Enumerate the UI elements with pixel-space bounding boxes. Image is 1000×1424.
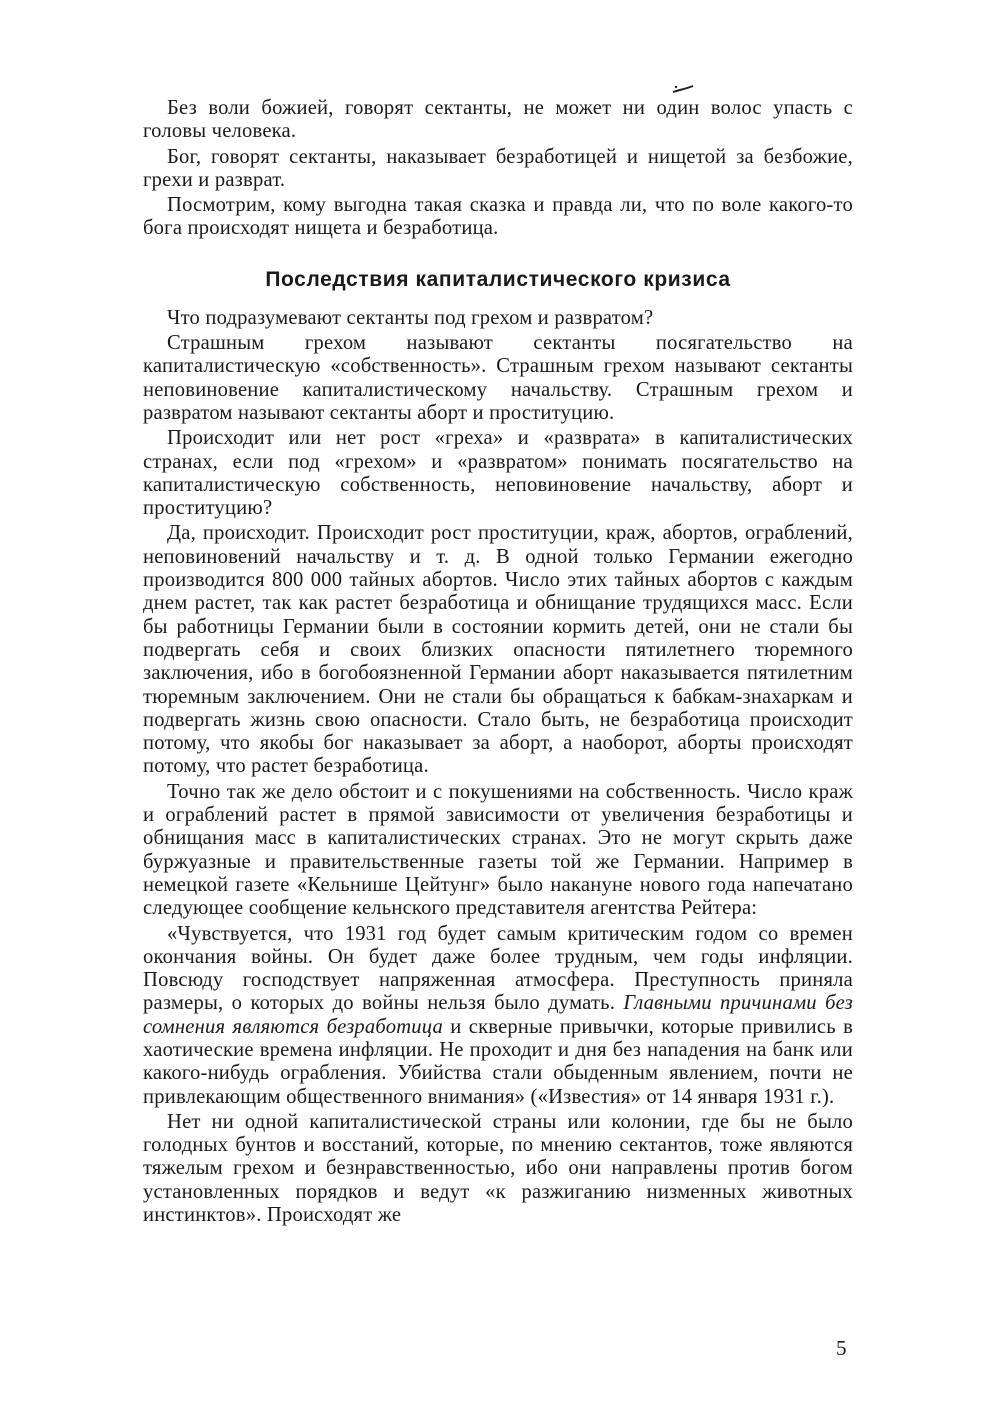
body-paragraph-2: Страшным грехом называют сектанты посягательство на капиталистическую «собственность». Страшным грехом называют сектанты неповиновение капиталистическому начальству. Страшным грехом и развратом называют сектанты аборт и проституцию. [143,332,853,424]
quote-text-start: «Чувствуется, что 1931 год будет самым критическим годом со времен окончания войны. Он будет даже более трудным, чем годы инфляции. Повсюду господствует напряженная атмосфера. Преступность приняла размеры, о которых до войны нельзя было думать. [143,922,853,1015]
quote-paragraph [143,923,853,1109]
body-paragraph-5: Точно так же дело обстоит и с покушениями на собственность. Число краж и ограблений растет в прямой зависимости от увеличения безработицы и обнищания масс в капиталистических странах. Это не могут скрыть даже буржуазные и правительственные газеты той же Германии. Например в немецкой газете «Кельнише Цейтунг» было накануне нового года напечатано следующее сообщение кельнского представителя агентства Рейтера: [143,780,853,920]
body-paragraph-1: Что подразумевают сектанты под грехом и развратом? [167,306,654,329]
body-paragraph-7: Нет ни одной капиталистической страны или колонии, где бы не было голодных бунтов и восстаний, которые, по мнению сектантов, тоже являются тяжелым грехом и безнравственностью, ибо они направлены против богом установленных порядков и ведут «к разжиганию низменных животных инстинктов». Происходят же [143,1110,853,1227]
page-number: 5 [836,1336,847,1360]
intro-paragraph-1: Без воли божией, говорят сектанты, не может ни один волос упасть с головы человека. [143,97,853,143]
intro-paragraph-2: Бог, говорят сектанты, наказывает безработицей и нищетой за безбожие, грехи и разврат. [143,145,853,191]
pen-mark-icon [671,84,695,94]
body-paragraph-4: Да, происходит. Происходит рост проституции, краж, абортов, ограблений, неповиновений начальству и т. д. В одной только Германии ежегодно производится 800 000 тайных абортов. Число этих тайных абортов с каждым днем растет, так как растет безработица и обнищание трудящихся масс. Если бы работницы Германии были в состоянии кормить детей, они не стали бы подвергать себя и своих близких опасности пятилетнего тюремного заключения, ибо в богобоязненной Германии аборт наказывается пятилетним тюремным заключением. Они не стали бы обращаться к бабкам-знахаркам и подвергать жизнь свою опасности. Стало быть, не безработица происходит потому, что якобы бог наказывает за аборт, а наоборот, аборты происходят потому, что растет безработица. [143,522,853,778]
document-page [143,97,853,1227]
intro-paragraph-3: Посмотрим, кому выгодна такая сказка и правда ли, что по воле какого-то бога происходят нищета и безработица. [143,194,853,240]
body-paragraph-3: Происходит или нет рост «греха» и «разврата» в капиталистических странах, если под «грехом» и «развратом» понимать посягательство на капиталистическую собственность, неповиновение начальству, аборт и проституцию? [143,427,853,520]
quote-text-end: и скверные привычки, которые привились в хаотические времена инфляции. Не проходит и дня без нападения на банк или какого-нибудь ограбления. Убийства стали обыденным явлением, почти не привлекающим общественного внимания» («Известия» от 14 января 1931 г.). [143,1015,853,1108]
quote-emphasis: Главными причинами без сомнения являются безработица [143,992,853,1038]
section-heading: Последствия капиталистического кризиса [265,267,731,291]
